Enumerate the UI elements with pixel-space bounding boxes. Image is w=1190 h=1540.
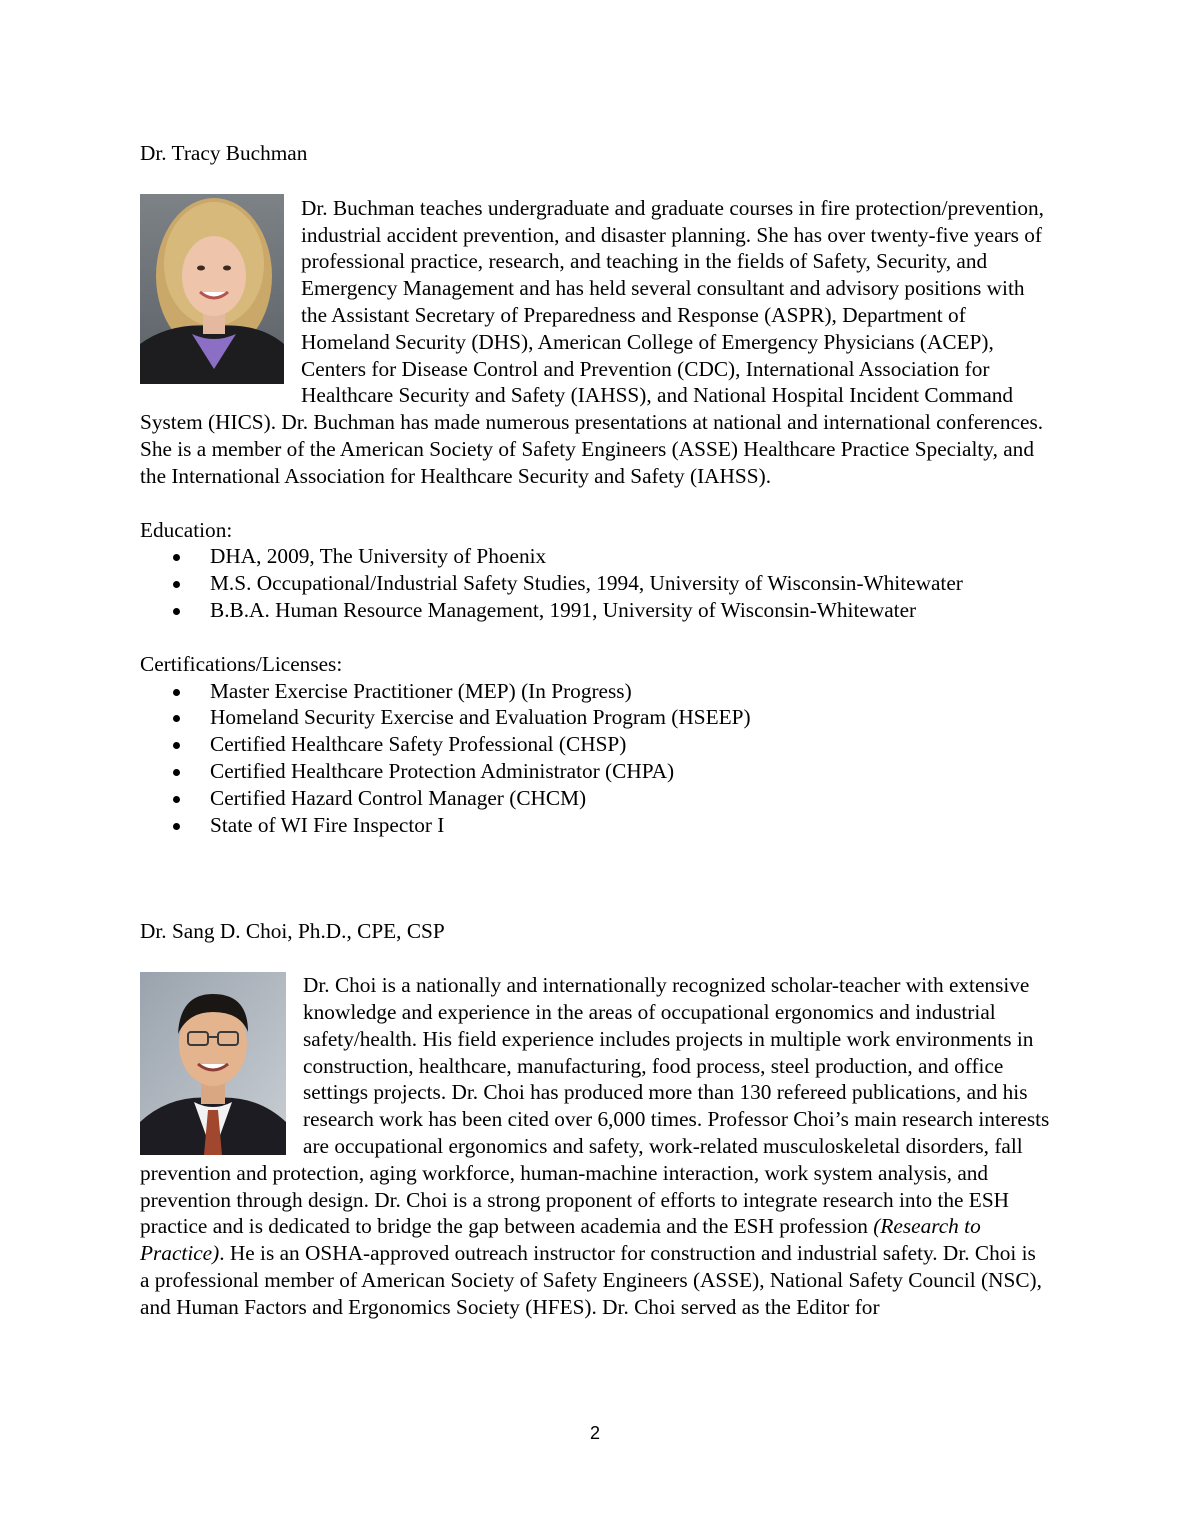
portrait-photo-buchman <box>140 194 284 384</box>
list-item: Certified Hazard Control Manager (CHCM) <box>140 785 1050 812</box>
italic-phrase: (Research to Practice) <box>140 1214 981 1266</box>
faculty-name-buchman: Dr. Tracy Buchman <box>140 141 308 165</box>
bio-text-buchman: Dr. Buchman teaches undergraduate and graduate courses in fire protection/prevention, industrial accident prevention, and disaster planning. She has over twenty-five years of professional practice, research, and teaching in the fields of Safety, Security, and Emergency Management and has held several consultant and advisory positions with the Assistant Secretary of Preparedness and Response (ASPR), Department of Homeland Security (DHS), American College of Emergency Physicians (ACEP), Centers for Disease Control and Prevention (CDC), International Association for Healthcare Security and Safety (IAHSS), and National Hospital Incident Command System (HICS). Dr. Buchman has made numerous presentations at national and international conferences. She is a member of the American Society of Safety Engineers (ASSE) Healthcare Practice Specialty, and the International Association for Healthcare Security and Safety (IAHSS). <box>140 195 1044 488</box>
bio-text-choi: Dr. Choi is a nationally and internationally recognized scholar-teacher with extensive knowledge and experience in the areas of occupational ergonomics and industrial safety/health. His field experience includes projects in multiple work environments in construction, healthcare, manufacturing, food process, steel production, and office settings projects. Dr. Choi has produced more than 130 refereed publications, and his research work has been cited over 6,000 times. Professor Choi’s main research interests are occupational ergonomics and safety, work-related musculoskeletal disorders, fall prevention and protection, aging workforce, human-machine interaction, work system analysis, and prevention through design. Dr. Choi is a strong proponent of efforts to integrate research into the ESH practice and is dedicated to bridge the gap between academia and the ESH profession (Research to Practice). He is an OSHA-approved outreach instructor for construction and industrial safety. Dr. Choi is a professional member of American Society of Safety Engineers (ASSE), National Safety Council (NSC), and Human Factors and Ergonomics Society (HFES). Dr. Choi served as the Editor for <box>140 973 1050 1319</box>
certifications-section-buchman <box>140 651 1050 839</box>
education-section-buchman <box>140 517 1050 624</box>
bullet-icon <box>173 769 180 776</box>
list-item: Certified Healthcare Safety Professional (CHSP) <box>140 731 1050 758</box>
bullet-icon <box>173 823 180 830</box>
list-item: Master Exercise Practitioner (MEP) (In Progress) <box>140 678 1050 705</box>
bullet-icon <box>173 608 180 615</box>
list-item: M.S. Occupational/Industrial Safety Studies, 1994, University of Wisconsin-Whitewater <box>140 570 1050 597</box>
bullet-icon <box>173 689 180 696</box>
bio-section-choi <box>140 972 1050 1320</box>
education-label: Education: <box>140 517 233 542</box>
document-page <box>140 140 1050 1320</box>
bullet-icon <box>173 796 180 803</box>
bullet-icon <box>173 554 180 561</box>
bullet-icon <box>173 581 180 588</box>
list-item: DHA, 2009, The University of Phoenix <box>140 543 1050 570</box>
list-item: Certified Healthcare Protection Administrator (CHPA) <box>140 758 1050 785</box>
list-item: Homeland Security Exercise and Evaluation Program (HSEEP) <box>140 704 1050 731</box>
list-item: B.B.A. Human Resource Management, 1991, University of Wisconsin-Whitewater <box>140 597 1050 624</box>
education-list <box>140 543 1050 623</box>
certifications-list <box>140 678 1050 839</box>
bio-section-buchman <box>140 194 1050 490</box>
portrait-photo-choi <box>140 972 286 1155</box>
bullet-icon <box>173 715 180 722</box>
faculty-name-choi: Dr. Sang D. Choi, Ph.D., CPE, CSP <box>140 919 445 944</box>
certifications-label: Certifications/Licenses: <box>140 651 343 676</box>
page-number: 2 <box>589 1423 600 1443</box>
bullet-icon <box>173 742 180 749</box>
list-item: State of WI Fire Inspector I <box>140 812 1050 839</box>
